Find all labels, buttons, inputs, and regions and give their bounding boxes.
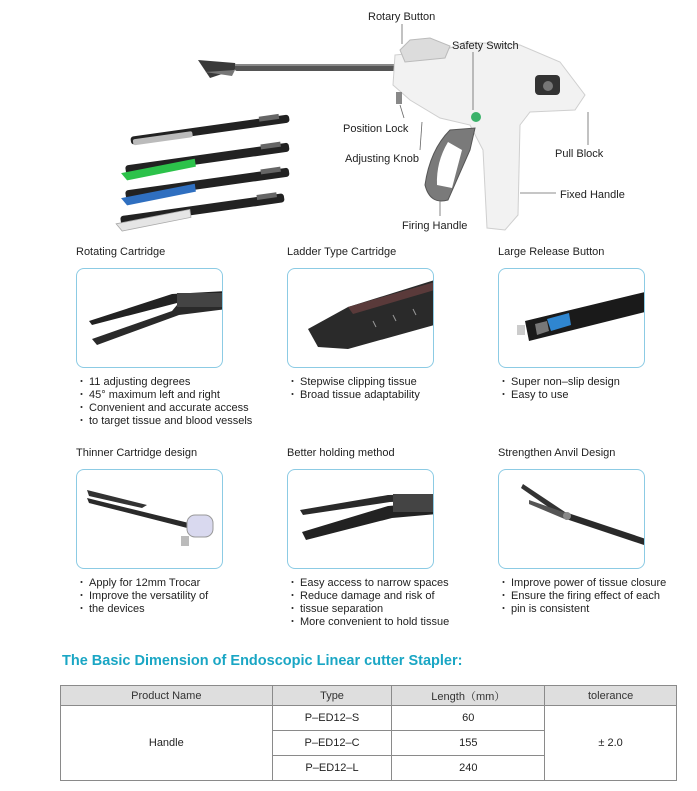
feature-release-button <box>498 246 697 401</box>
feature-title: Ladder Type Cartridge <box>287 246 397 258</box>
feature-bullets <box>289 577 494 629</box>
feature-bullets <box>289 376 494 402</box>
table-header-row <box>61 686 677 706</box>
feature-title: Better holding method <box>287 447 395 459</box>
bullet: ・ Easy access to narrow spaces <box>289 577 494 590</box>
callout-fixed-handle: Fixed Handle <box>560 189 625 201</box>
release-button-image <box>499 269 645 368</box>
cell-tolerance: ± 2.0 <box>545 706 677 781</box>
feature-strengthen-anvil <box>498 447 697 615</box>
product-hero <box>0 0 697 240</box>
bullet: ・ Improve the versatility of <box>78 590 283 603</box>
cell-length: 60 <box>392 706 545 731</box>
stapler-illustration <box>0 0 697 240</box>
feature-title: Large Release Button <box>498 246 605 258</box>
column-header-type: Type <box>272 686 392 706</box>
table-row <box>61 706 677 731</box>
feature-image-frame <box>287 469 434 569</box>
bullet: ・ 45° maximum left and right <box>78 389 283 402</box>
callout-adjusting-knob: Adjusting Knob <box>345 153 419 165</box>
holding-method-image <box>288 470 434 569</box>
bullet: ・ Convenient and accurate access <box>78 402 283 415</box>
feature-thinner-cartridge <box>76 447 276 615</box>
bullet: ・ Ensure the firing effect of each <box>500 590 697 603</box>
callout-rotary-button: Rotary Button <box>368 11 436 23</box>
cell-length: 155 <box>392 731 545 756</box>
bullet: ・ Super non–slip design <box>500 376 697 389</box>
feature-title: Strengthen Anvil Design <box>498 447 616 459</box>
bullet: ・ to target tissue and blood vessels <box>78 415 283 428</box>
feature-ladder-cartridge <box>287 246 487 401</box>
bullet: ・ Reduce damage and risk of <box>289 590 494 603</box>
bullet: ・ Stepwise clipping tissue <box>289 376 494 389</box>
bullet: ・ 11 adjusting degrees <box>78 376 283 389</box>
strengthen-anvil-image <box>499 470 645 569</box>
bullet: ・ More convenient to hold tissue <box>289 616 494 629</box>
cell-length: 240 <box>392 756 545 781</box>
feature-holding-method <box>287 447 487 628</box>
callout-firing-handle: Firing Handle <box>402 220 468 232</box>
bullet: ・ tissue separation <box>289 603 494 616</box>
feature-image-frame <box>498 469 645 569</box>
callout-position-lock: Position Lock <box>343 123 409 135</box>
cell-type: P–ED12–L <box>272 756 392 781</box>
feature-bullets <box>78 376 283 428</box>
thinner-cartridge-image <box>77 470 223 569</box>
feature-bullets <box>500 577 697 616</box>
feature-title: Rotating Cartridge <box>76 246 166 258</box>
feature-title: Thinner Cartridge design <box>76 447 198 459</box>
bullet: ・ Apply for 12mm Trocar <box>78 577 283 590</box>
dimension-section-heading: The Basic Dimension of Endoscopic Linear cutter Stapler: <box>62 653 463 669</box>
callout-safety-switch: Safety Switch <box>452 40 519 52</box>
cartridge-stack <box>115 113 291 232</box>
dimension-table <box>60 685 677 781</box>
bullet: ・ Improve power of tissue closure <box>500 577 697 590</box>
feature-image-frame <box>76 469 223 569</box>
callout-pull-block: Pull Block <box>555 148 604 160</box>
column-header-tolerance: tolerance <box>545 686 677 706</box>
bullet: ・ the devices <box>78 603 283 616</box>
cell-type: P–ED12–S <box>272 706 392 731</box>
column-header-product-name: Product Name <box>61 686 273 706</box>
feature-bullets <box>500 376 697 402</box>
bullet: ・ pin is consistent <box>500 603 697 616</box>
feature-image-frame <box>498 268 645 368</box>
feature-image-frame <box>287 268 434 368</box>
feature-image-frame <box>76 268 223 368</box>
bullet: ・ Easy to use <box>500 389 697 402</box>
stapler-handle <box>393 38 585 230</box>
feature-rotating-cartridge <box>76 246 276 427</box>
feature-bullets <box>78 577 283 616</box>
cell-type: P–ED12–C <box>272 731 392 756</box>
rotating-cartridge-image <box>77 269 223 368</box>
bullet: ・ Broad tissue adaptability <box>289 389 494 402</box>
cell-product-name: Handle <box>61 706 273 781</box>
stapler-shaft <box>198 60 395 78</box>
column-header-length: Length（mm） <box>392 686 545 706</box>
ladder-cartridge-image <box>288 269 434 368</box>
